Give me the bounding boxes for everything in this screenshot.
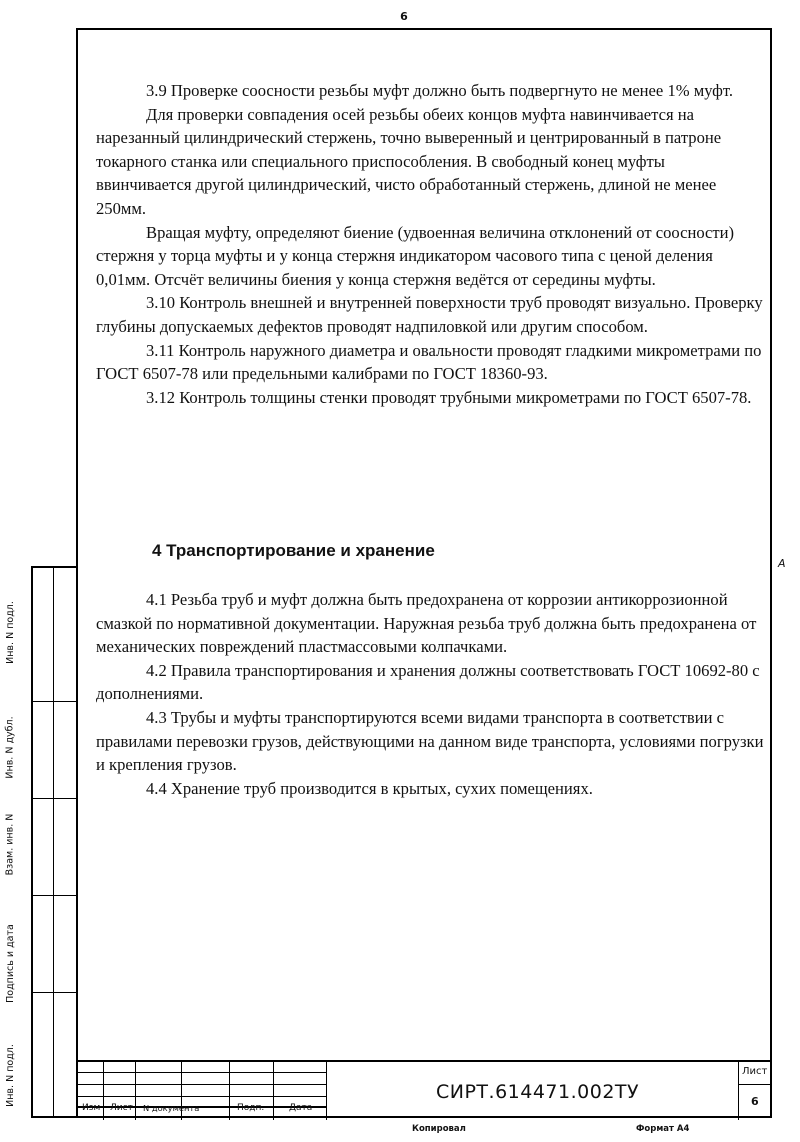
side-label-vzam-inv: Взам. инв. N: [4, 813, 16, 876]
page-number-top: 6: [400, 10, 408, 23]
margin-revision-mark: A: [778, 557, 786, 570]
paragraph-4-2: 4.2 Правила транспортирования и хранения должны соответствовать ГОСТ 10692-80 с дополнениями.: [96, 660, 760, 704]
footer-copied: Копировал: [412, 1124, 466, 1134]
paragraph-runout: Вращая муфту, определяют биение (удвоенная величина отклонений от соосности) стержня у торца муфты и у конца стержня индикатором часового типа с ценой деления 0,01мм. Отсчёт величины биения у конца стержня ведётся от середины муфты.: [96, 222, 735, 289]
paragraph-4-4: 4.4 Хранение труб производится в крытых, сухих помещениях.: [146, 778, 593, 798]
tb-header-date: Дата: [289, 1103, 313, 1113]
side-label-inv-dubl: Инв. N дубл.: [4, 716, 16, 779]
sheet-label: Лист: [742, 1066, 768, 1077]
tb-header-izm: Изм: [82, 1103, 101, 1113]
side-stamp-table: [31, 566, 78, 1118]
tb-header-list: Лист: [110, 1103, 133, 1113]
paragraph-4-1: 4.1 Резьба труб и муфт должна быть предохранена от коррозии антикоррозионной смазкой по нормативной документации. Наружная резьба труб должна быть предохранена от механических повреждений пластмассовыми колпачками.: [96, 590, 757, 657]
tb-header-doc-number: N документа: [143, 1103, 200, 1113]
side-label-inv-podl-top: Инв. N подл.: [4, 601, 16, 664]
document-code: СИРТ.614471.002ТУ: [436, 1081, 640, 1103]
section-4-heading: 4 Транспортирование и хранение: [152, 541, 435, 560]
section-4-text: [96, 588, 764, 800]
paragraph-3-10: 3.10 Контроль внешней и внутренней поверхности труб проводят визуально. Проверку глубины допускаемых дефектов проводят надпиловкой или другим способом.: [96, 293, 763, 336]
sheet-number: 6: [751, 1095, 759, 1108]
paragraph-3-11: 3.11 Контроль наружного диаметра и овальности проводят гладкими микрометрами по ГОСТ 6507-78 или предельными калибрами по ГОСТ 18360-93.: [96, 340, 762, 384]
section-3-text: [96, 79, 764, 409]
footer-format: Формат А4: [636, 1124, 690, 1134]
side-label-podpis-data: Подпись и дата: [4, 923, 16, 1003]
tb-header-signature: Подп.: [237, 1103, 265, 1113]
paragraph-3-9: 3.9 Проверке соосности резьбы муфт должно быть подвергнуто не менее 1% муфт.: [146, 81, 733, 100]
paragraph-4-3: 4.3 Трубы и муфты транспортируются всеми видами транспорта в соответствии с правилами перевозки грузов, действующими на данном виде транспорта, условиями погрузки и крепления грузов.: [96, 707, 764, 775]
paragraph-check-axes: Для проверки совпадения осей резьбы обеих концов муфта навинчивается на нарезанный цилиндрический стержень, точно выверенный и центрированный в патроне токарного станка или специального приспособления. В свободный конец муфты ввинчивается другой цилиндрический, чисто обработанный стержень, длиной не менее 250мм.: [96, 104, 722, 218]
paragraph-3-12: 3.12 Контроль толщины стенки проводят трубными микрометрами по ГОСТ 6507-78.: [146, 387, 752, 407]
side-label-inv-podl-bottom: Инв. N подл.: [4, 1044, 16, 1107]
